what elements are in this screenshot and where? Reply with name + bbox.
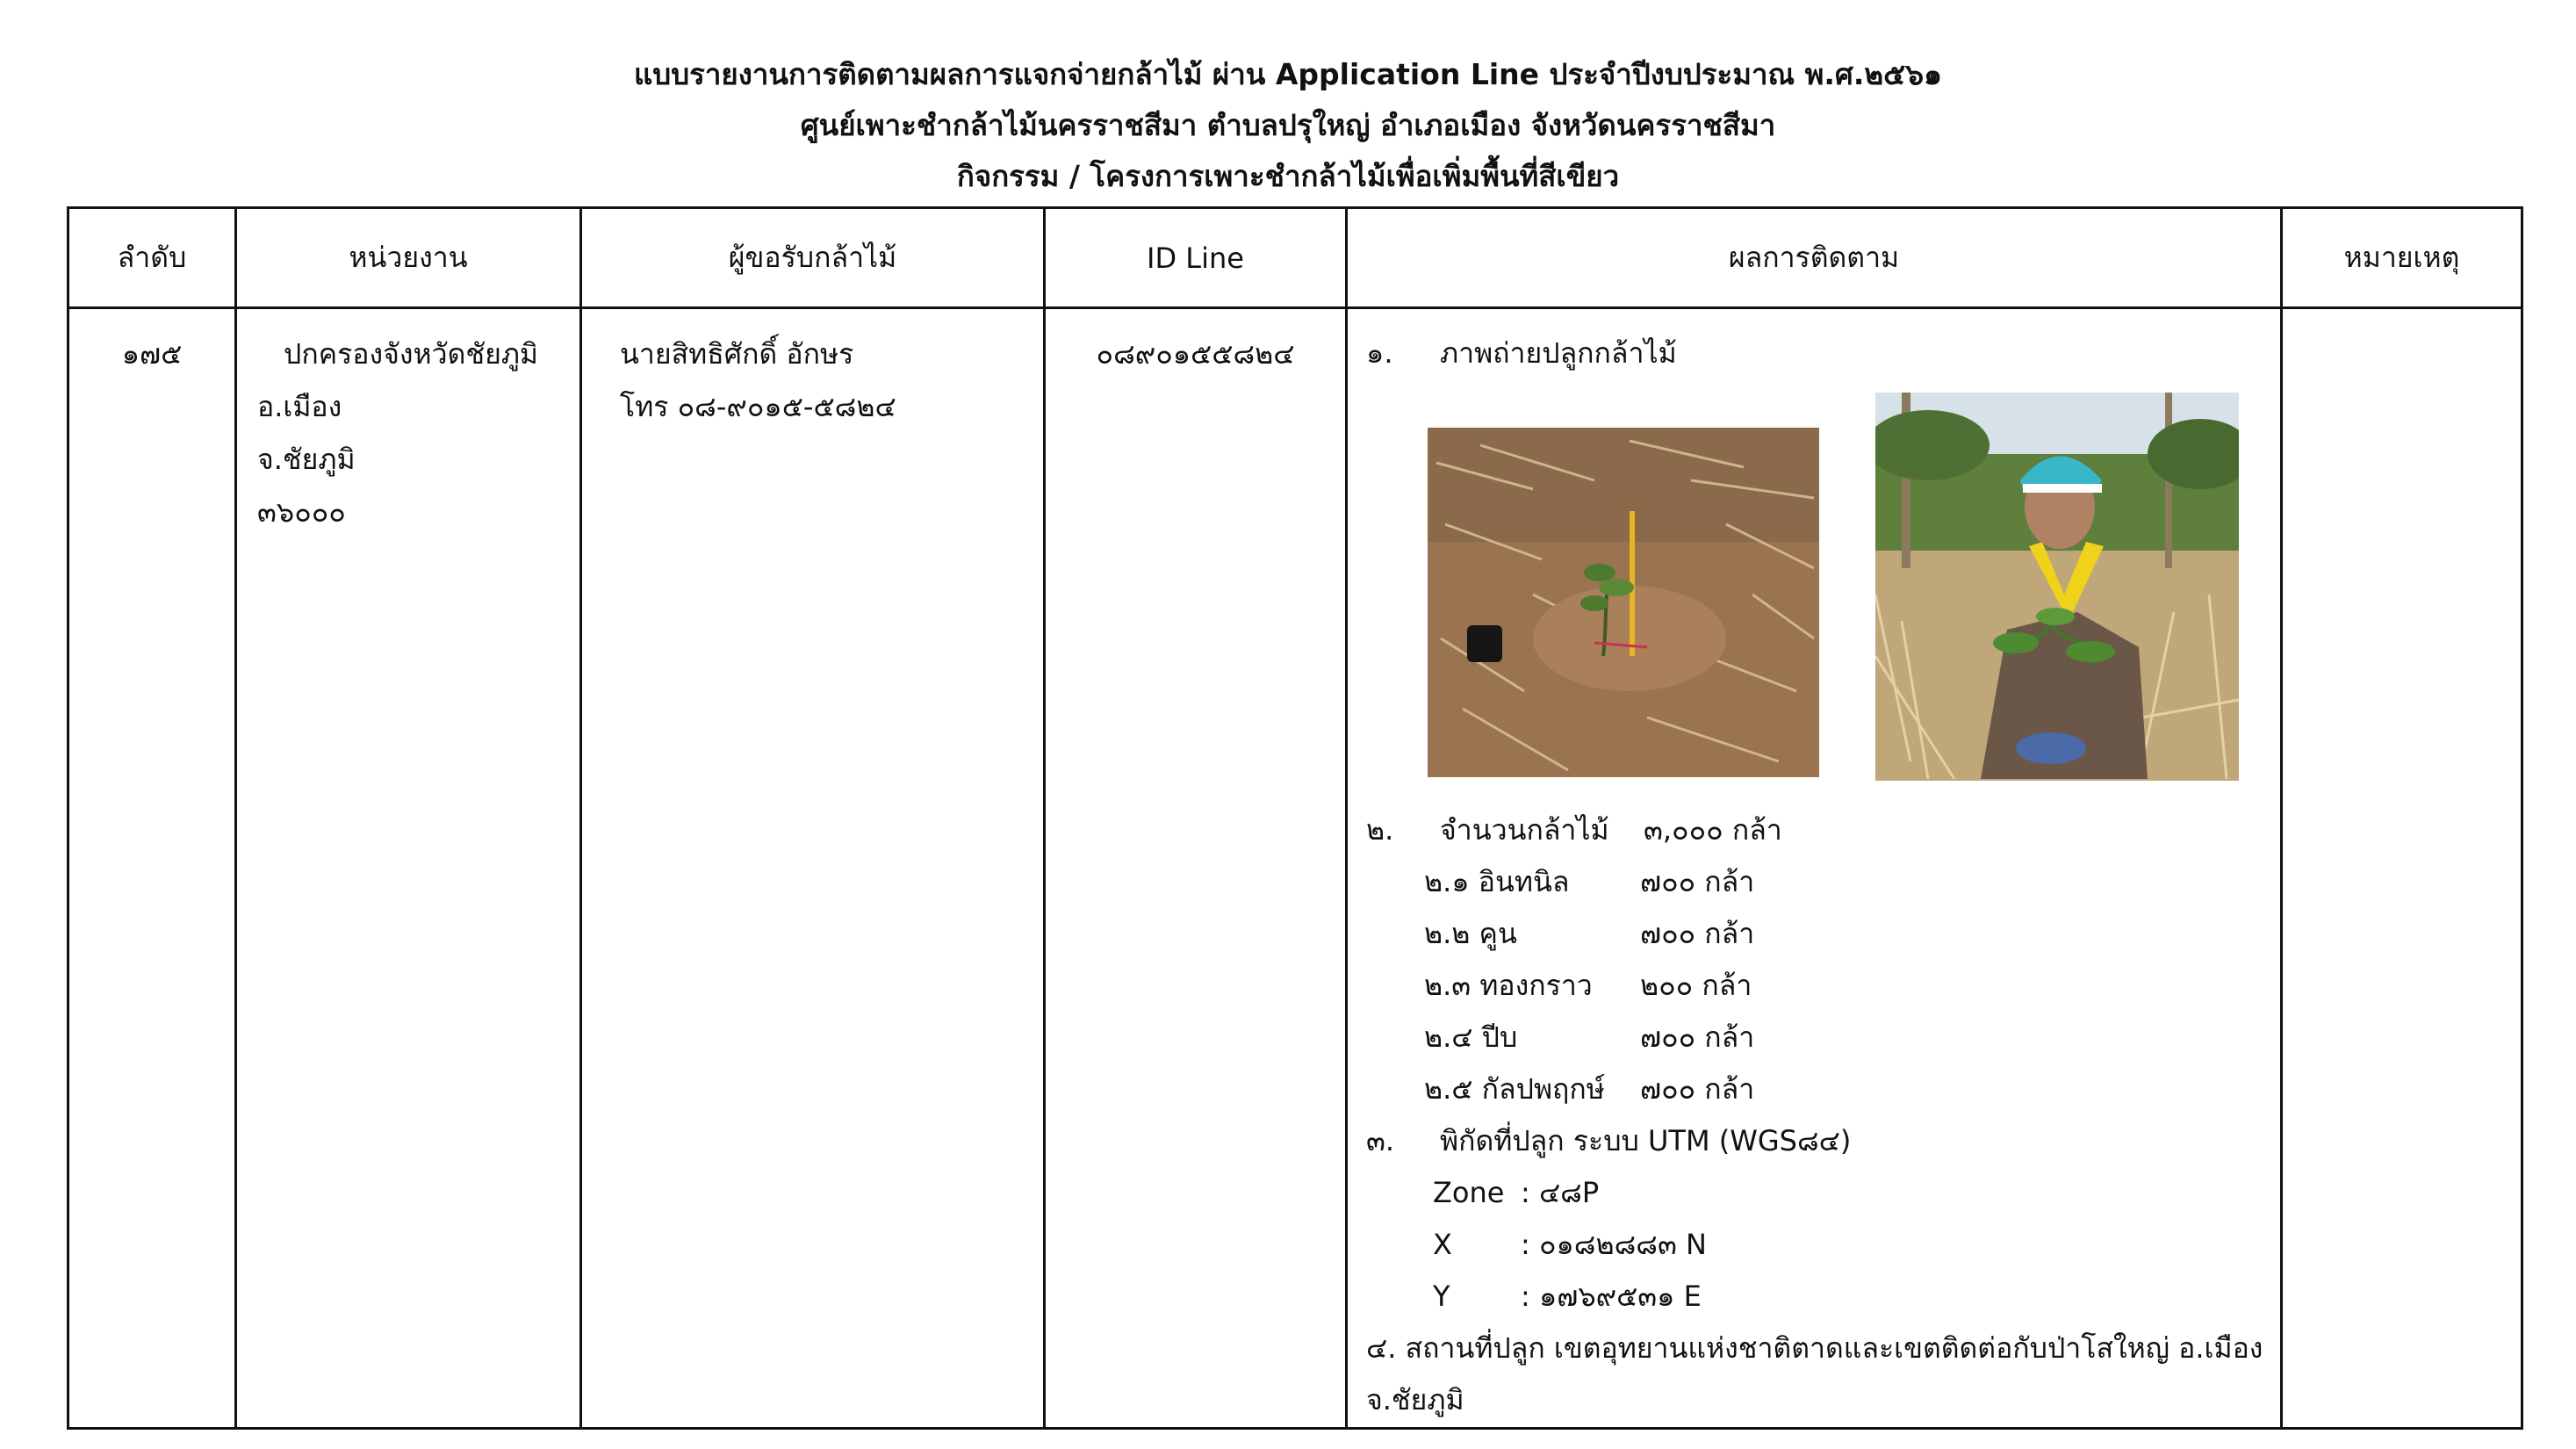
coord-label: X (1433, 1228, 1452, 1261)
recipient-phone: โทร ๐๘-๙๐๑๕-๕๘๒๔ (620, 390, 896, 423)
report-table (67, 206, 2523, 1430)
agency-name: ปกครองจังหวัดชัยภูมิ (284, 337, 538, 371)
coord-value: : ๐๑๘๒๘๘๓ N (1521, 1228, 1707, 1261)
cell-id-line (1045, 308, 1347, 1429)
species-label: ๒.๑ อินทนิล (1424, 865, 1570, 898)
col-header-result: ผลการติดตาม (1347, 208, 2282, 308)
item-1-label: ภาพถ่ายปลูกกล้าไม้ (1440, 336, 1677, 370)
col-header-id-line: ID Line (1045, 208, 1347, 308)
seedling-photo (1428, 428, 1819, 777)
coord-x (1366, 1219, 2279, 1271)
report-subtitle-activity: กิจกรรม / โครงการเพาะชำกล้าไม้เพื่อเพิ่มพื้นที่สีเขียว (956, 159, 1620, 193)
table-header-row (68, 208, 2522, 308)
item-2-number: ๒. (1366, 813, 1394, 847)
item-3-number: ๓. (1366, 1124, 1395, 1157)
cell-recipient (581, 308, 1045, 1429)
item-2-label: จำนวนกล้าไม้ (1440, 813, 1609, 847)
coord-value: : ๔๘P (1521, 1176, 1600, 1209)
cell-remark (2282, 308, 2522, 1429)
table-row (68, 308, 2522, 1429)
species-row (1366, 960, 2279, 1012)
species-row (1366, 1063, 2279, 1115)
coord-y (1366, 1271, 2279, 1323)
recipient-name: นายสิทธิศักดิ์ อักษร (620, 337, 854, 371)
agency-district: อ.เมือง (257, 390, 342, 423)
species-value: ๒๐๐ กล้า (1640, 969, 1752, 1002)
species-row (1366, 1012, 2279, 1063)
cell-agency (236, 308, 581, 1429)
report-subtitle-center: ศูนย์เพาะชำกล้าไม้นครราชสีมา ตำบลปรุใหญ่ อำเภอเมือง จังหวัดนครราชสีมา (800, 108, 1776, 142)
result-item-3 (1366, 1115, 2279, 1167)
species-value: ๗๐๐ กล้า (1640, 1020, 1755, 1054)
species-row (1366, 908, 2279, 960)
species-label: ๒.๔ ปีบ (1424, 1020, 1518, 1054)
planter-photo (1875, 393, 2239, 781)
col-header-remark: หมายเหตุ (2282, 208, 2522, 308)
species-label: ๒.๕ กัลปพฤกษ์ (1424, 1072, 1605, 1106)
coord-label: Zone (1433, 1176, 1505, 1209)
result-item-4-cont: จ.ชัยภูมิ (1366, 1383, 1464, 1417)
coord-value: : ๑๗๖๙๕๓๑ E (1521, 1280, 1702, 1313)
cell-order (68, 308, 236, 1429)
result-item-4: ๔. สถานที่ปลูก เขตอุทยานแห่งชาติตาดและเขตติดต่อกับป่าโสใหญ่ อ.เมือง (1366, 1331, 2263, 1365)
order-number: ๑๗๕ (121, 337, 183, 371)
species-value: ๗๐๐ กล้า (1640, 865, 1755, 898)
report-header (0, 49, 2576, 202)
agency-postcode: ๓๖๐๐๐ (257, 495, 346, 529)
item-1-number: ๑. (1366, 336, 1393, 370)
cell-result (1347, 308, 2282, 1429)
report-title: แบบรายงานการติดตามผลการแจกจ่ายกล้าไม้ ผ่าน Application Line ประจำปีงบประมาณ พ.ศ.๒๕๖๑ (634, 57, 1942, 91)
coord-label: Y (1433, 1280, 1450, 1313)
coord-zone (1366, 1167, 2279, 1219)
species-row (1366, 856, 2279, 908)
species-label: ๒.๒ คูน (1424, 917, 1517, 950)
item-3-label: พิกัดที่ปลูก ระบบ UTM (WGS๘๔) (1440, 1124, 1852, 1157)
result-item-1 (1366, 328, 2279, 379)
col-header-recipient: ผู้ขอรับกล้าไม้ (581, 208, 1045, 308)
col-header-agency: หน่วยงาน (236, 208, 581, 308)
item-2-value: ๓,๐๐๐ กล้า (1644, 813, 1782, 847)
species-label: ๒.๓ ทองกราว (1424, 969, 1593, 1002)
species-value: ๗๐๐ กล้า (1640, 917, 1755, 950)
agency-province: จ.ชัยภูมิ (257, 443, 356, 476)
photo-area (1366, 379, 2279, 804)
species-value: ๗๐๐ กล้า (1640, 1072, 1755, 1106)
id-line-value: ๐๘๙๐๑๕๕๘๒๔ (1096, 337, 1295, 371)
result-item-2 (1366, 804, 2279, 856)
col-header-order: ลำดับ (68, 208, 236, 308)
